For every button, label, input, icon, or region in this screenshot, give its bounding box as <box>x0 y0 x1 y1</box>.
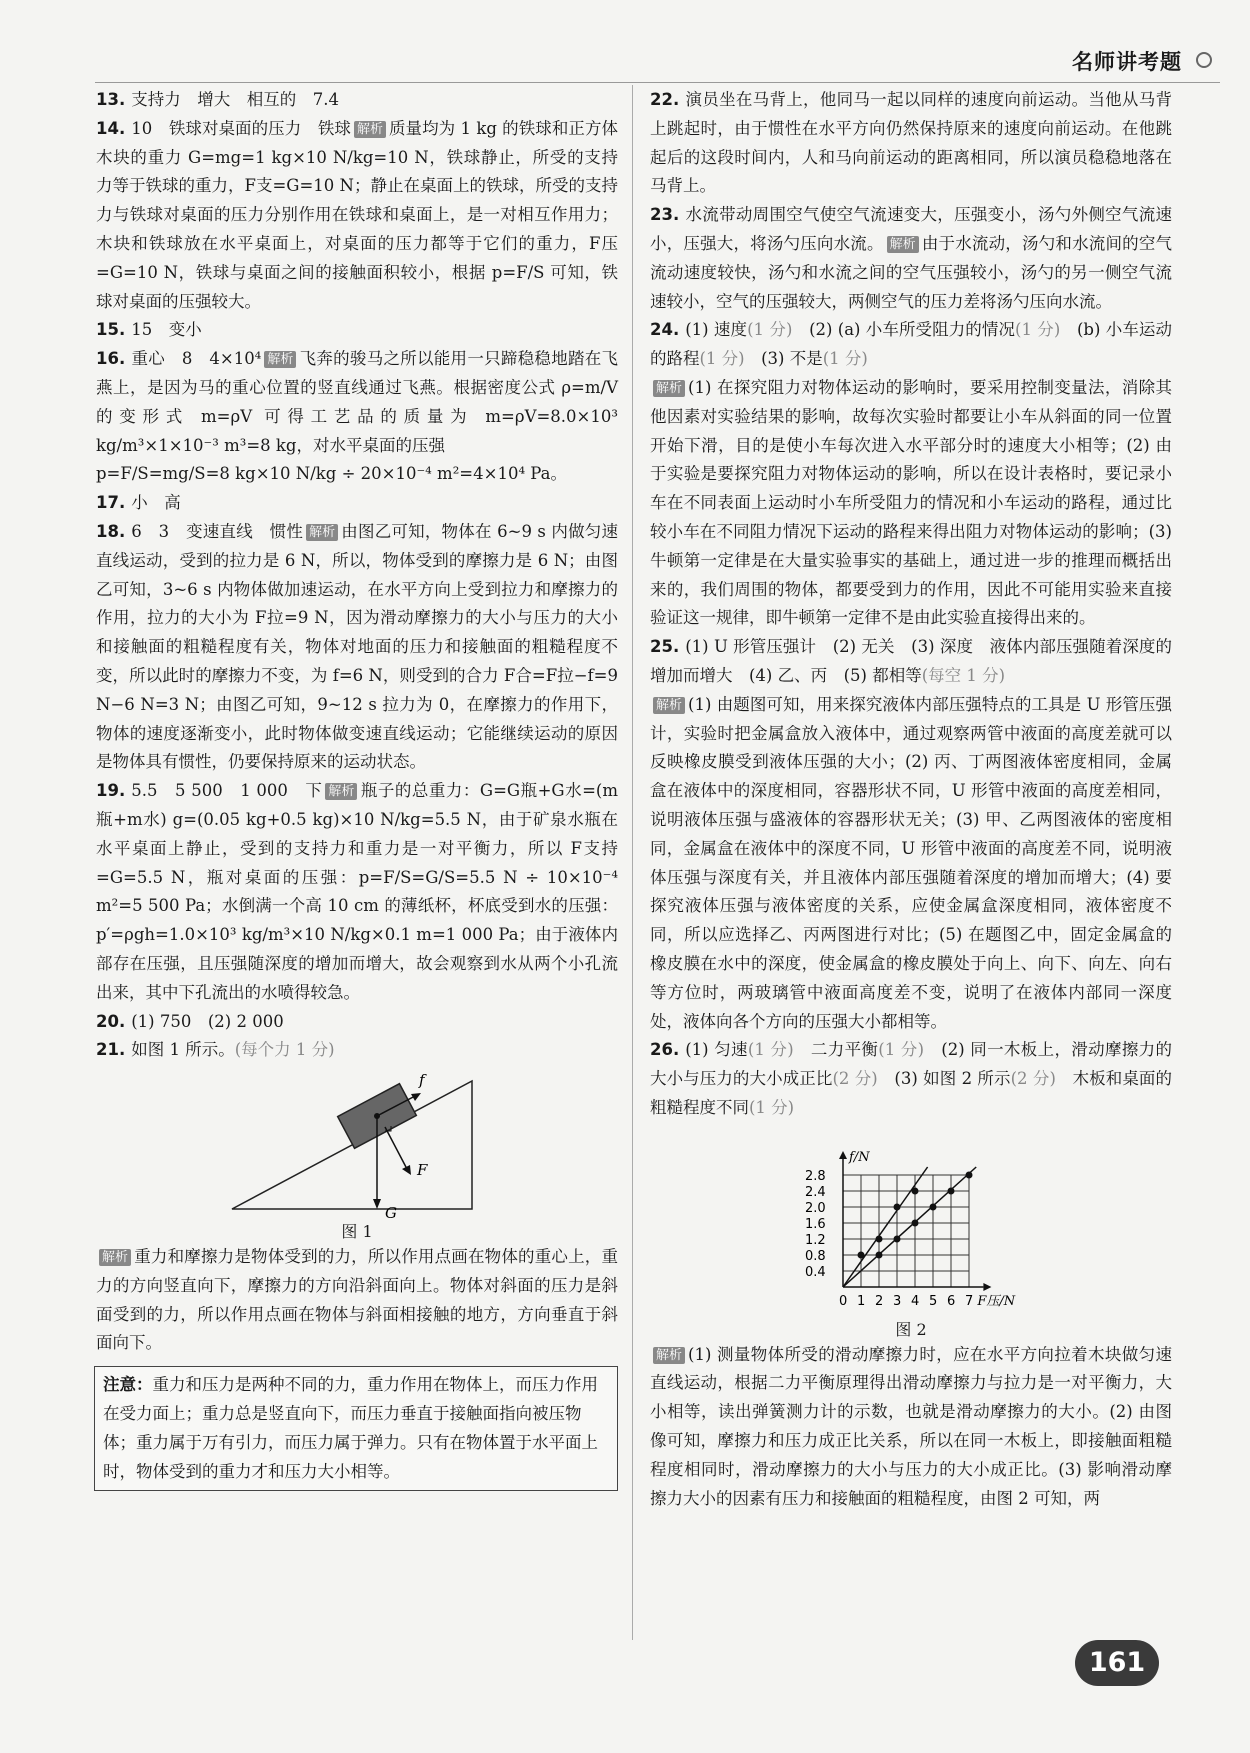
score-note: (1 分) <box>749 1097 795 1117</box>
analysis-text: 质量均为 1 kg 的铁球和正方体木块的重力 G=mg=1 kg×10 N/kg=10 N，铁球静止，所受的支持力等于铁球的重力，F支=G=10 N；静止在桌面上的铁球，所受的支持力与铁球对桌面的压力分别作用在铁球和桌面上，是一对相互作用力；木块和铁球放在水平桌面上，对桌面的压力都等于它们的重力，F压=G=10 N，铁球与桌面之间的接触面积较小，根据 p=F/S 可知，铁球对桌面的压强较大。 <box>96 118 618 311</box>
page-number: 161 <box>1075 1640 1159 1686</box>
answer-text: 木板和桌面的粗糙程度不同 <box>650 1069 1173 1117</box>
answer-13 <box>96 86 618 115</box>
answer-text: (b) 小车运动的路程 <box>650 320 1173 369</box>
score-note: (每个力 1 分) <box>234 1040 335 1060</box>
analysis-tag: 解析 <box>653 697 685 714</box>
figure-1-incline-diagram <box>227 1071 487 1221</box>
answer-text: 演员坐在马背上，他同马一起以同样的速度向前运动。当他从马背上跳起时，由于惯性在水平方向仍然保持原来的速度向前运动。在他跳起后的这段时间内，人和马向前运动的距离相同，所以演员稳稳地落在马背上。 <box>650 90 1172 196</box>
data-point-shallow <box>876 1251 883 1258</box>
x-tick-label: 4 <box>911 1293 920 1309</box>
answer-21 <box>96 1036 618 1065</box>
analysis-tag: 解析 <box>354 121 386 138</box>
x-axis-arrow-icon <box>983 1283 991 1291</box>
answer-number: 14. <box>96 118 126 138</box>
score-note: (1 分) <box>747 1040 794 1060</box>
answer-text: 6 3 变速直线 惯性 <box>131 521 304 541</box>
note-label: 注意： <box>103 1375 153 1395</box>
data-point-shallow <box>894 1235 901 1242</box>
score-note: (1 分) <box>699 349 745 369</box>
formula-text: p=F/S=mg/S=8 kg×10 N/kg ÷ 20×10⁻⁴ m²=4×10⁴ Pa。 <box>96 464 568 484</box>
score-note: (2 分) <box>832 1069 878 1089</box>
series-line-shallow <box>843 1167 976 1287</box>
y-tick-label: 0.8 <box>805 1248 826 1264</box>
answer-number: 26. <box>650 1040 680 1060</box>
answer-text: (3) 不是 <box>761 349 823 369</box>
analysis-tag: 解析 <box>887 236 919 253</box>
answer-text: 5.5 5 500 1 000 下 <box>131 781 323 801</box>
header-circle-icon <box>1196 52 1212 68</box>
answer-text: 重心 8 4×10⁴ <box>131 349 262 369</box>
y-tick-label: 2.4 <box>805 1184 826 1200</box>
answer-text: 水流带动周围空气使空气流速变大，压强变小，汤勺外侧空气流速小，压强大，将汤勺压向水流。 <box>650 205 1172 253</box>
answer-number: 22. <box>650 90 680 109</box>
x-tick-label: 2 <box>875 1293 884 1309</box>
answer-20 <box>96 1008 618 1037</box>
gravity-arrowhead <box>373 1199 381 1209</box>
analysis-text: 飞奔的骏马之所以能用一只蹄稳稳地踏在飞燕上，是因为马的重心位置的竖直线通过飞燕。根据密度公式 ρ=m/V 的变形式 m=ρV 可得工艺品的质量为 m=ρV=8.0×10³ kg/m³×1×10⁻³ m³=8 kg，对水平桌面的压强 <box>96 349 619 455</box>
note-box <box>94 1366 618 1491</box>
answer-15 <box>96 316 618 345</box>
answer-14 <box>96 115 618 317</box>
answer-number: 25. <box>650 637 680 657</box>
answer-text: (3) 如图 2 所示 <box>894 1069 1011 1089</box>
answer-text: 15 变小 <box>131 320 202 340</box>
normal-force-arrow <box>385 1127 407 1169</box>
x-axis-label: F压/N <box>977 1293 1016 1309</box>
score-note: (1 分) <box>1015 320 1061 340</box>
y-axis-label: f/N <box>849 1149 870 1165</box>
answer-number: 21. <box>96 1040 126 1060</box>
answer-16 <box>96 345 618 489</box>
answer-number: 24. <box>650 320 680 340</box>
answer-19 <box>96 777 618 1007</box>
answer-text: (2) (a) 小车所受阻力的情况 <box>809 320 1016 340</box>
x-tick-label: 3 <box>893 1293 902 1309</box>
answer-24 <box>650 316 1172 633</box>
answer-text: 如图 1 所示。 <box>131 1040 235 1060</box>
answer-text: 支持力 增大 相互的 7.4 <box>131 90 339 109</box>
analysis-text: (1) 测量物体所受的滑动摩擦力时，应在水平方向拉着木块做匀速直线运动，根据二力平衡原理得出滑动摩擦力与拉力是一对平衡力，大小相等，读出弹簧测力计的示数，也就是滑动摩擦力的大小。(2) 由图像可知，摩擦力和压力成正比关系，所以在同一木板上，即接触面粗糙程度相同时，滑动摩擦力的大小与压力的大小成正比。(3) 影响滑动摩擦力大小的因素有压力和接触面的粗糙程度，由图 2 可知，两 <box>650 1344 1172 1508</box>
note-text: 重力和压力是两种不同的力，重力作用在物体上，而压力作用在受力面上；重力总是竖直向下，而压力垂直于接触面指向被压物体；重力属于万有引力，而压力属于弹力。只有在物体置于水平面上时，物体受到的重力才和压力大小相等。 <box>103 1375 598 1481</box>
figure-2-caption: 图 2 <box>895 1319 927 1339</box>
x-tick-label: 5 <box>929 1293 938 1309</box>
analysis-text: 由图乙可知，物体在 6~9 s 内做匀速直线运动，受到的拉力是 6 N，所以，物体受到的摩擦力是 6 N；由图乙可知，3~6 s 内物体做加速运动，在水平方向上受到拉力和摩擦力的作用，拉力的大小为 F拉=9 N，因为滑动摩擦力的大小与压力的大小和接触面的粗糙程度有关，物体对地面的压力和接触面的粗糙程度不变，所以此时的摩擦力不变，为 f=6 N，则受到的合力 F合=F拉−f=9 N−6 N=3 N；由图乙可知，9~12 s 拉力为 0，在摩擦力的作用下，物体的速度逐渐变小，此时物体做变速直线运动；它能继续运动的原因是物体具有惯性，仍要保持原来的运动状态。 <box>96 521 618 772</box>
answer-text: 二力平衡 <box>810 1040 879 1060</box>
answer-17 <box>96 489 618 518</box>
analysis-tag: 解析 <box>99 1249 131 1266</box>
label-F: F <box>417 1161 428 1180</box>
x-tick-label: 0 <box>839 1293 848 1309</box>
answer-text: (1) U 形管压强计 (2) 无关 (3) 深度 液体内部压强随着深度的增加而增大 (4) 乙、丙 (5) 都相等 <box>650 637 1172 685</box>
answer-number: 19. <box>96 781 126 801</box>
data-point-steep <box>876 1235 883 1242</box>
answer-text: 小 高 <box>131 493 181 513</box>
column-divider <box>632 85 633 1640</box>
analysis-text: 瓶子的总重力：G=G瓶+G水=(m瓶+m水) g=(0.05 kg+0.5 kg)×10 N/kg=5.5 N，由于矿泉水瓶在水平桌面上静止，受到的支持力和重力是一对平衡力，所以 F支持=G=5.5 N，瓶对桌面的压强：p=F/S=G/S=5.5 N ÷ 10×10⁻⁴ m²=5 500 Pa；水倒满一个高 10 cm 的薄纸杯，杯底受到水的压强：p′=ρgh=1.0×10³ kg/m³×10 N/kg×0.1 m=1 000 Pa；由于液体内部存在压强，且压强随深度的增加而增大，故会观察到水从两个小孔流出来，其中下孔流出的水喷得较急。 <box>96 781 618 1002</box>
answer-26-analysis <box>650 1341 1172 1514</box>
y-tick-label: 2.0 <box>805 1200 826 1216</box>
score-note: (1 分) <box>822 349 868 369</box>
answer-text: 10 铁球对桌面的压力 铁球 <box>131 118 351 138</box>
answer-text: (1) 速度 <box>685 320 748 340</box>
analysis-tag: 解析 <box>325 783 357 800</box>
score-note: (每空 1 分) <box>921 665 1006 685</box>
score-note: (2 分) <box>1010 1069 1056 1089</box>
answer-25 <box>650 633 1172 1036</box>
answer-number: 17. <box>96 493 126 513</box>
analysis-tag: 解析 <box>653 1347 685 1364</box>
answer-text: (1) 750 (2) 2 000 <box>131 1011 284 1031</box>
header-title: 名师讲考题 <box>1072 50 1182 74</box>
answer-18 <box>96 518 618 777</box>
figure-1-caption: 图 1 <box>341 1222 373 1242</box>
data-point-steep <box>894 1203 901 1210</box>
answer-22 <box>650 86 1172 201</box>
left-column <box>96 86 618 1491</box>
answer-23 <box>650 201 1172 316</box>
data-point-shallow <box>966 1171 973 1178</box>
label-G: G <box>385 1204 397 1222</box>
answer-number: 16. <box>96 349 126 369</box>
y-tick-label: 2.8 <box>805 1168 826 1184</box>
answer-number: 15. <box>96 320 126 340</box>
data-point-shallow <box>912 1219 919 1226</box>
answer-number: 20. <box>96 1011 126 1031</box>
analysis-tag: 解析 <box>306 524 338 541</box>
score-note: (1 分) <box>747 320 793 340</box>
answer-number: 13. <box>96 90 126 109</box>
y-tick-label: 0.4 <box>805 1264 826 1280</box>
data-point-steep <box>912 1187 919 1194</box>
analysis-tag: 解析 <box>653 380 685 397</box>
y-tick-label: 1.2 <box>805 1232 826 1248</box>
analysis-tag: 解析 <box>264 351 296 368</box>
header-rule <box>95 82 1220 83</box>
data-point-shallow <box>948 1187 955 1194</box>
answer-21-analysis <box>96 1243 618 1358</box>
label-f: f <box>419 1071 425 1090</box>
figure-2-friction-chart <box>801 1129 1021 1319</box>
data-point-steep <box>858 1251 865 1258</box>
x-tick-label: 7 <box>965 1293 974 1309</box>
answer-number: 18. <box>96 521 126 541</box>
answer-text: (2) 同一木板上，滑动摩擦力的大小与压力的大小成正比 <box>650 1040 1173 1089</box>
analysis-text: (1) 由题图可知，用来探究液体内部压强特点的工具是 U 形管压强计，实验时把金属盒放入液体中，通过观察两管中液面的高度差就可以反映橡皮膜受到液体压强的大小；(2) 丙、丁两图液体密度相同，金属盒在液体中的深度相同，容器形状不同，U 形管中液面的高度差相同，说明液体压强与盛液体的容器形状无关；(3) 甲、乙两图液体的密度相同，金属盒在液体中的深度不同，U 形管中液面的高度差不同，说明液体压强与深度有关，并且液体内部压强随着深度的增加而增大；(4) 要探究液体压强与液体密度的关系，应使金属盒深度相同，液体密度不同，所以应选择乙、丙两图进行对比；(5) 在题图乙中，固定金属盒的橡皮膜在水中的深度，使金属盒的橡皮膜处于向上、向下、向左、向右等方位时，两玻璃管中液面高度差不变，说明了在液体内部同一深度处，液体向各个方向的压强大小都相等。 <box>650 694 1172 1031</box>
data-point-shallow <box>930 1203 937 1210</box>
y-tick-label: 1.6 <box>805 1216 826 1232</box>
answer-number: 23. <box>650 205 680 225</box>
x-tick-label: 6 <box>947 1293 956 1309</box>
y-axis-arrow-icon <box>839 1151 847 1159</box>
right-column <box>650 86 1172 1513</box>
analysis-text: 由于水流动，汤勺和水流间的空气流动速度较快，汤勺和水流之间的空气压强较小，汤勺的另一侧空气流速较小，空气的压强较大，两侧空气的压力差将汤勺压向水流。 <box>650 233 1173 311</box>
answer-26 <box>650 1036 1172 1122</box>
score-note: (1 分) <box>878 1040 925 1060</box>
analysis-text: 重力和摩擦力是物体受到的力，所以作用点画在物体的重心上，重力的方向竖直向下，摩擦力的方向沿斜面向上。物体对斜面的压力是斜面受到的力，所以作用点画在物体与斜面相接触的地方，方向垂直于斜面向下。 <box>96 1247 618 1353</box>
analysis-text: (1) 在探究阻力对物体运动的影响时，要采用控制变量法，消除其他因素对实验结果的影响，故每次实验时都要让小车从斜面的同一位置开始下滑，目的是使小车每次进入水平部分时的速度大小相等；(2) 由于实验是要探究阻力对物体运动的影响，所以在设计表格时，要记录小车在不同表面上运动时小车所受阻力的情况和小车运动的路程，通过比较小车在不同阻力情况下运动的路程来得出阻力对物体运动的影响；(3) 牛顿第一定律是在大量实验事实的基础上，通过进一步的推理而概括出来的，我们周围的物体，都要受到力的作用，因此不可能用实验来直接验证这一规律，即牛顿第一定律不是由此实验直接得出来的。 <box>650 377 1172 628</box>
x-tick-label: 1 <box>857 1293 866 1309</box>
answer-text: (1) 匀速 <box>685 1040 748 1060</box>
